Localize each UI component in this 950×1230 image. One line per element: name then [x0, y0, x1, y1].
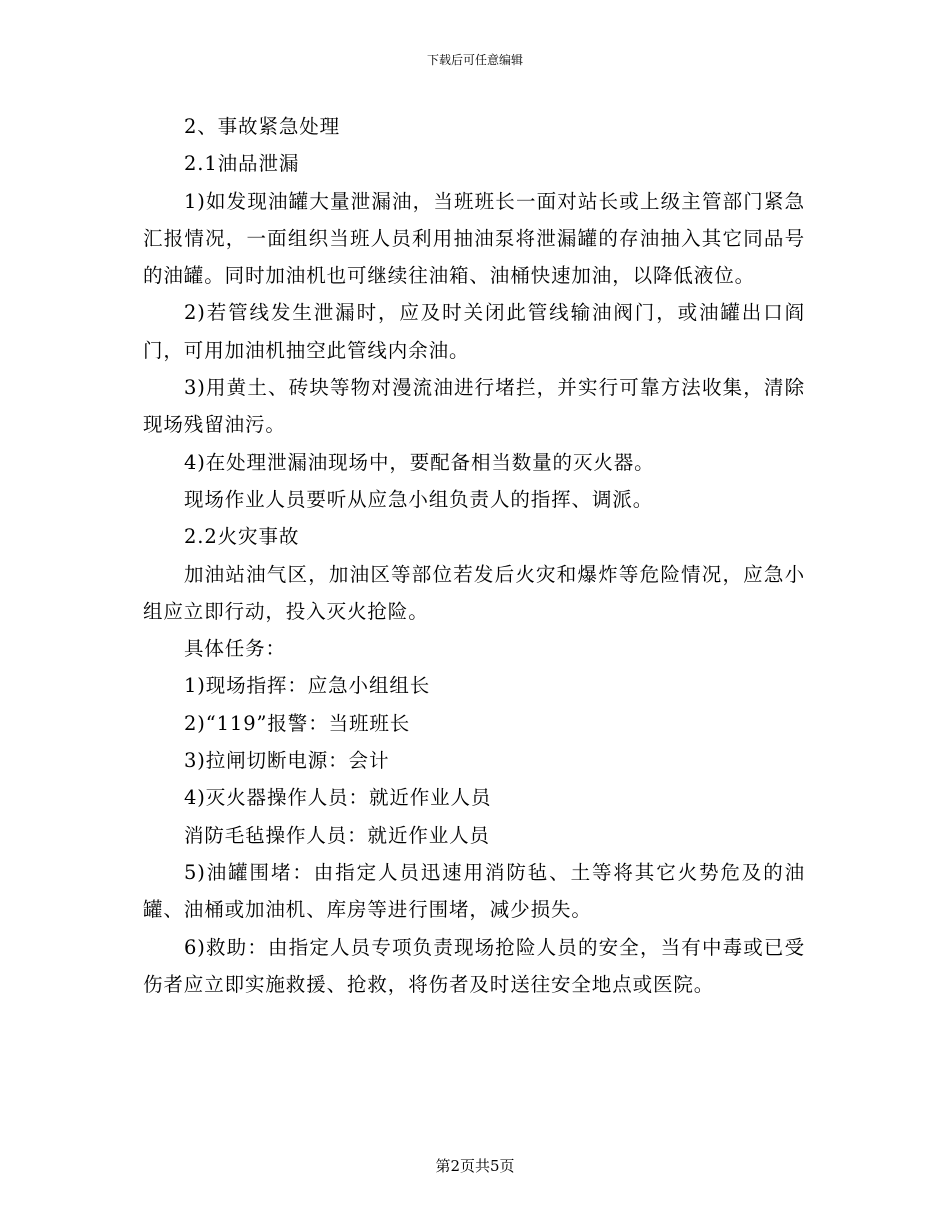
paragraph: 现场作业人员要听从应急小组负责人的指挥、调派。 [183, 487, 654, 511]
paragraph: 1)如发现油罐大量泄漏油，当班班长一面对站长或上级主管部门紧急汇报情况，一面组织当班人员利用抽油泵将泄漏罐的存油抽入其它同品号的油罐。同时加油机也可继续往油箱、油桶快速加油，以降低液位。 [143, 189, 805, 288]
paragraph: 3)用黄土、砖块等物对漫流油进行堵拦，并实行可靠方法收集，清除现场残留油污。 [143, 376, 805, 437]
page-number: 第2页共5页 [435, 1157, 515, 1175]
section-heading: 2、事故紧急处理 [183, 115, 341, 138]
list-item: 6)救助：由指定人员专项负责现场抢险人员的安全，当有中毒或已受伤者应立即实施救援、抢救，将伤者及时送往安全地点或医院。 [143, 935, 805, 996]
paragraph: 加油站油气区，加油区等部位若发后火灾和爆炸等危险情况，应急小组应立即行动，投入灭火抢险。 [143, 562, 805, 623]
subsection-heading: 2.2火灾事故 [183, 525, 300, 549]
list-item: 4)灭火器操作人员：就近作业人员 [183, 786, 492, 810]
subsection-heading: 2.1油品泄漏 [183, 152, 300, 176]
paragraph: 4)在处理泄漏油现场中，要配备相当数量的灭火器。 [183, 450, 655, 474]
list-item: 2)“119”报警：当班班长 [183, 711, 411, 735]
list-item: 1)现场指挥：应急小组组长 [183, 674, 431, 698]
list-item: 3)拉闸切断电源：会计 [183, 749, 390, 773]
document-body [143, 108, 805, 1003]
list-item: 5)油罐围堵：由指定人员迅速用消防毡、土等将其它火势危及的油罐、油桶或加油机、库房等进行围堵，减少损失。 [143, 860, 805, 922]
paragraph: 具体任务： [183, 637, 286, 661]
paragraph: 2)若管线发生泄漏时，应及时关闭此管线输油阀门，或油罐出口阎门，可用加油机抽空此管线内余油。 [143, 301, 805, 362]
list-item: 消防毛毡操作人员：就近作业人员 [183, 823, 490, 847]
page-header: 下载后可任意编辑 [426, 53, 523, 67]
